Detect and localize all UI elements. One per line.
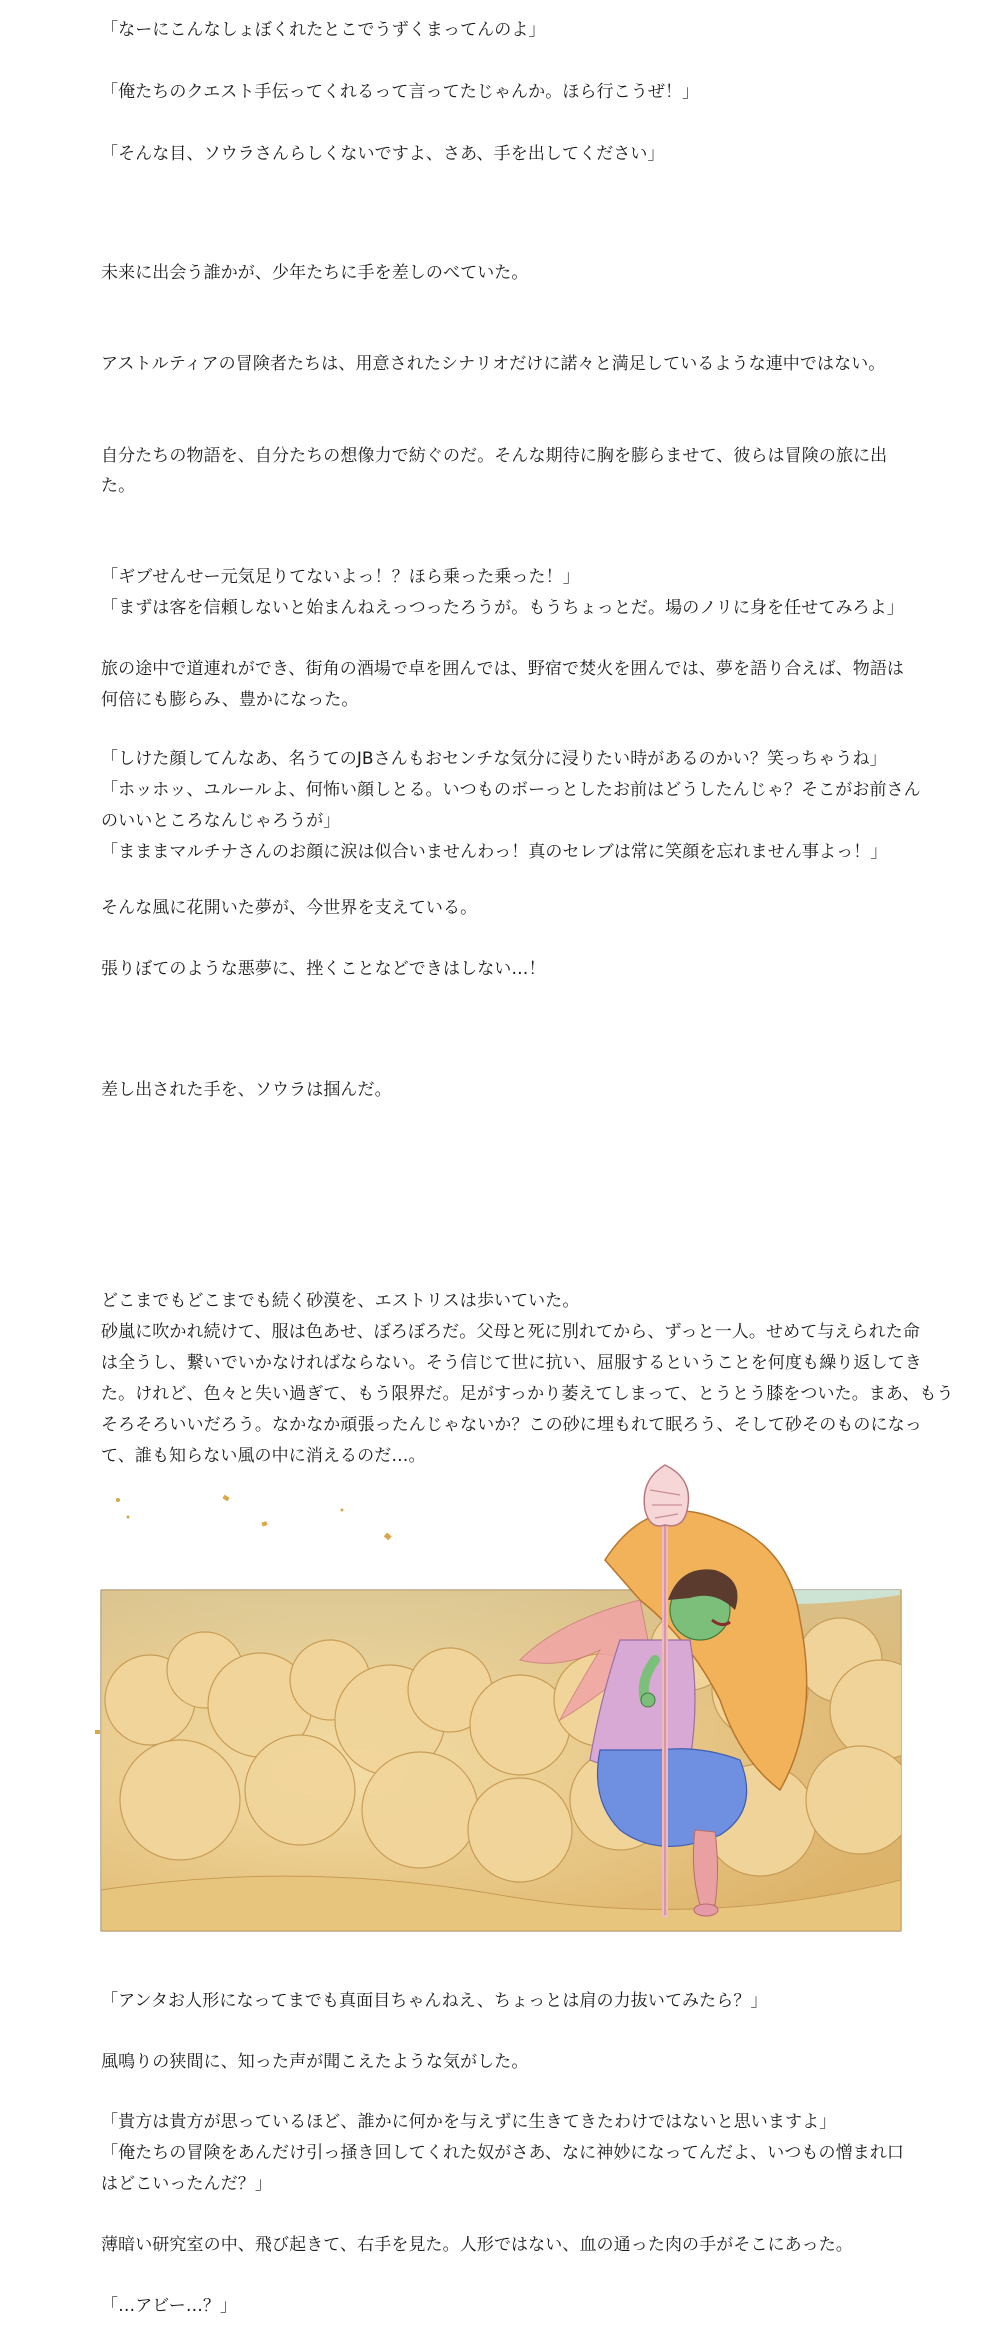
story-line: た。	[101, 476, 136, 496]
story-line: た。けれど、色々と失い過ぎて、もう限界だ。足がすっかり萎えてしまって、とうとう膝をついた。まあ、もう	[101, 1384, 954, 1404]
story-line: そんな風に花開いた夢が、今世界を支えている。	[101, 898, 478, 918]
story-line: 未来に出会う誰かが、少年たちに手を差しのべていた。	[101, 263, 529, 283]
story-line: 「ホッホッ、ユルールよ、何怖い顔しとる。いつものボーっとしたお前はどうしたんじゃ？そこがお前さん	[101, 780, 921, 800]
story-line: 「なーにこんなしょぼくれたとこでうずくまってんのよ」	[101, 20, 546, 40]
story-line: はどこいったんだ？」	[101, 2174, 272, 2194]
story-line: 「そんな目、ソウラさんらしくないですよ、さあ、手を出してください」	[101, 144, 665, 164]
story-line: 薄暗い研究室の中、飛び起きて、右手を見た。人形ではない、血の通った肉の手がそこにあった。	[101, 2235, 853, 2255]
story-line: 「しけた顔してんなあ、名うてのJBさんもおセンチな気分に浸りたい時があるのかい？笑っちゃうね」	[101, 749, 887, 769]
story-line: そろそろいいだろう。なかなか頑張ったんじゃないか？この砂に埋もれて眠ろう、そして砂そのものになっ	[101, 1415, 922, 1435]
wanderer-figure	[520, 1465, 807, 1916]
story-line: 張りぼてのような悪夢に、挫くことなどできはしない…！	[101, 959, 546, 979]
story-line: は全うし、繋いでいかなければならない。そう信じて世に抗い、屈服するということを何度も繰り返してき	[101, 1353, 922, 1373]
story-line: 「まままマルチナさんのお顔に涙は似合いませんわっ！真のセレブは常に笑顔を忘れません事よっ！」	[101, 842, 888, 862]
story-line: 風鳴りの狭間に、知った声が聞こえたような気がした。	[101, 2052, 529, 2072]
story-line: 「俺たちの冒険をあんだけ引っ掻き回してくれた奴がさあ、なに神妙になってんだよ、いつもの憎まれ口	[101, 2143, 905, 2163]
story-line: 「俺たちのクエスト手伝ってくれるって言ってたじゃんか。ほら行こうぜ！」	[101, 82, 700, 102]
story-line: のいいところなんじゃろうが」	[101, 811, 341, 831]
illustration-panel	[101, 1590, 930, 1931]
story-line: 自分たちの物語を、自分たちの想像力で紡ぐのだ。そんな期待に胸を膨らませて、彼らは冒険の旅に出	[101, 446, 888, 466]
story-line: 「まずは客を信頼しないと始まんねえっつったろうが。もうちょっとだ。場のノリに身を任せてみろよ」	[101, 598, 904, 618]
story-line: アストルティアの冒険者たちは、用意されたシナリオだけに諾々と満足しているような連中ではない。	[101, 354, 886, 374]
story-line: て、誰も知らない風の中に消えるのだ…。	[101, 1446, 426, 1466]
story-line: 「貴方は貴方が思っているほど、誰かに何かを与えずに生きてきたわけではないと思いますよ」	[101, 2112, 837, 2132]
story-line: 何倍にも膨らみ、豊かになった。	[101, 690, 359, 710]
story-line: どこまでもどこまでも続く砂漠を、エストリスは歩いていた。	[101, 1291, 580, 1311]
story-line: 差し出された手を、ソウラは掴んだ。	[101, 1080, 392, 1100]
story-line: 「…アビー…？」	[101, 2296, 238, 2316]
story-line: 「アンタお人形になってまでも真面目ちゃんねえ、ちょっとは肩の力抜いてみたら？」	[101, 1991, 768, 2011]
story-line: 「ギブせんせー元気足りてないよっ！？ほら乗った乗った！」	[101, 567, 580, 587]
story-line: 砂嵐に吹かれ続けて、服は色あせ、ぼろぼろだ。父母と死に別れてから、ずっと一人。せめて与えられた命	[101, 1322, 920, 1342]
wind-debris	[95, 1495, 392, 1734]
story-line: 旅の途中で道連れができ、街角の酒場で卓を囲んでは、野宿で焚火を囲んでは、夢を語り合えば、物語は	[101, 659, 905, 679]
